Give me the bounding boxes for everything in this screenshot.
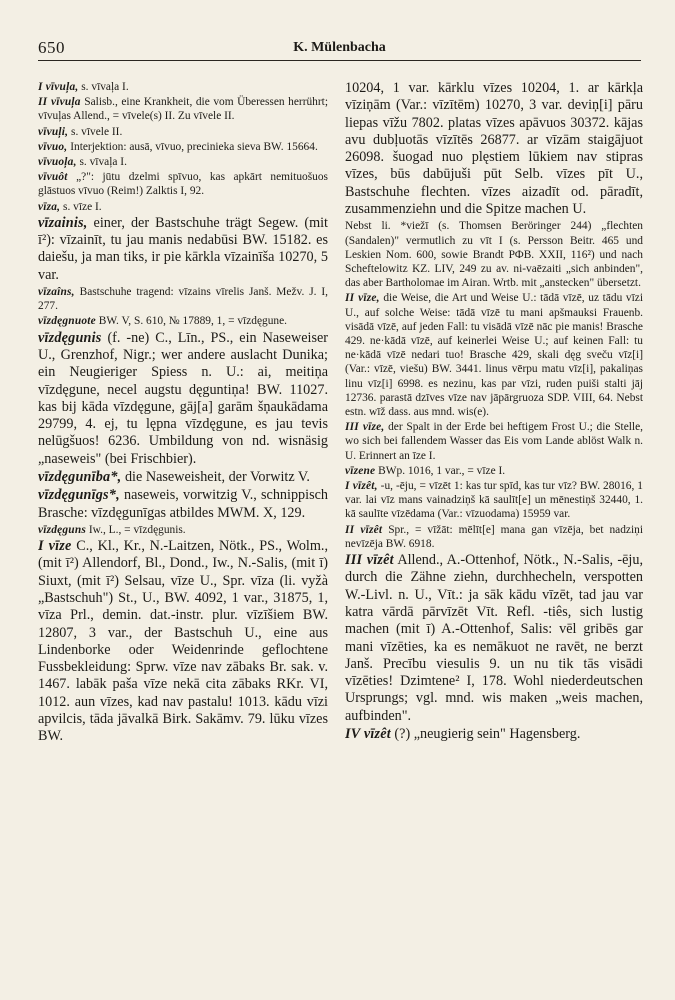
entry-text: Spr., = vīžāt: mēlīt[e] mana gan vīzēja, bet nadziņi nevīzēja BW. 6918. <box>345 523 643 550</box>
entry-text: Nebst li. *viežī (s. Thomsen Beröringer 244) „flechten (Sandalen)" vermutlich zu vīt I (s. Persson Beitr. 465 und Leskien Nom. 600, sowie Brandt РФВ. XXII, 116²) und nach Scheftelowitz KZ. LIV, 249 zu av. ni-vaēzaiti „sich anbinden", das aber Bartholomae im Airan. Wrtb. mit „anstecken" übersetzt. <box>345 220 643 290</box>
entry-text: (?) „neugierig sein" Hagensberg. <box>390 726 581 743</box>
dictionary-entry <box>38 80 328 94</box>
entry-text: die Weise, die Art und Weise U.: tādā vīzē, uz tādu vīzi U., auf solche Weise: tādā vīzē tu mani apšmauksi Frauenb. visādā vīzē, auf jeden Fall: tu visādā vīzē nāc pie manis! Brasche 429. ne·kādā vīzē, auf keinerlei Weise U.; auf keinen Fall: tu ne·kādā vīzē nedari tuo! Brasche 429, skali dęg sveču vīz[i] (Var.: vīzē, viešu) BW. 3441. linus vērpu matu vīz[i], pakaliņas linu vīz[i] 6998. es nezinu, kas par vīzi, ruden puiši stalti jāj 12736. parastā dzīves vīze nav jāpārgruoza SDP. VIII, 64. Nebst estn. wīž dass. aus mnd. wis(e). <box>345 292 643 419</box>
entry-text: „?": jūtu dzelmi spīvuo, kas apkārt nemituošuos glāstuos vīvuo (Reim!) Zalktis I, 92. <box>38 171 328 198</box>
entry-headword: vīzdęgnuote <box>38 315 96 328</box>
right-column <box>345 80 643 960</box>
entry-text: (f. -ne) C., Līn., PS., ein Naseweiser U., Grenzhof, Nigr.; wer andere auslacht Dunika; ein Neugieriger Spiess n. U.: ai, meitiņa vīzdęgune, necel augstu dęguntiņa! BW. 11027. kas bij kāda vīzdęgune, gāj[a] garām šņaukādama 29799, 4. ej, tu lępna vīzdęgune, es jau tevis nelūgšuos! 6236. Umbildung von nd. wisnäsig „naseweis" (bei Frischbier). <box>38 329 328 467</box>
entry-text: -u, -ēju, = vīzēt 1: kas tur spīd, kas tur vīz? BW. 28016, 1 var. lai vīz mans vainadziņš kā saulīt[e] un mēnestiņš 32440, 1. kā saulīte vīzēdama (Var.: vīzuodama) 15959 var. <box>345 480 643 521</box>
entry-headword: I vīze <box>38 538 72 555</box>
dictionary-entry <box>38 523 328 537</box>
dictionary-entry <box>345 464 643 478</box>
entry-text: 10204, 1 var. kārklu vīzes 10204, 1. ar kārkļa vīziņām (Var.: vīzītēm) 10270, 3 var. deviņ[i] pāru liepas vīžu 7802. platas vīzes apāvuos 30372. kājas avu dubļuotās vīzītēs 26877. ar vīzām staigājuot 26098. šuogad nuo plęstiem lūkiem nav stipras vīzes, būs dabūjuši pūt Selb. vīzes pīt U., Bastschuhe flechten. vīzes aizadīt od. pāradīt, zusammenziehn und die Spitze machen U. <box>345 80 643 218</box>
entry-headword: IV vīzêt <box>345 726 391 743</box>
dictionary-entry <box>38 314 328 328</box>
entry-text: s. vīvaļa I. <box>76 156 127 169</box>
dictionary-entry <box>38 330 328 468</box>
dictionary-entry <box>38 170 328 198</box>
dictionary-entry <box>345 420 643 463</box>
entry-text: s. vīze I. <box>60 200 102 213</box>
entry-headword: vīzene <box>345 464 376 477</box>
dictionary-entry <box>345 479 643 522</box>
entry-headword: II vīze, <box>345 292 380 305</box>
entry-headword: vīvuôt <box>38 171 68 184</box>
dictionary-entry <box>345 726 643 743</box>
entry-text: die Naseweisheit, der Vorwitz V. <box>121 469 310 485</box>
entry-text: Iw., L., = vīzdęgunis. <box>86 523 186 536</box>
dictionary-entry <box>38 95 328 123</box>
entry-headword: vīzdęgunīgs*, <box>38 487 120 504</box>
entry-text: s. vīvaļa I. <box>78 81 129 93</box>
dictionary-entry <box>38 215 328 284</box>
entry-headword: vīvuo, <box>38 140 68 153</box>
entry-headword: vīzdęguns <box>38 523 87 536</box>
dictionary-entry <box>345 80 643 218</box>
dictionary-entry <box>38 155 328 169</box>
entry-text: der Spalt in der Erde bei heftigem Frost U.; die Stelle, wo sich bei fallendem Wasser das Eis vom Lande ablöst Walk n. U. Erinnert an īze I. <box>345 421 643 462</box>
dictionary-entry <box>38 469 328 486</box>
entry-text: Salisb., eine Krankheit, die vom Überessen herrührt; vīvuļas Allend., = vīvele(s) II. Zu vīvele II. <box>38 96 328 123</box>
entry-text: BWp. 1016, 1 var., = vīze I. <box>375 464 506 477</box>
entry-text: C., Kl., Kr., N.-Laitzen, Nötk., PS., Wolm., (mit ī²) Allendorf, Bl., Dond., Iw., N.-Salis, (mit ī) Siuxt, (mit ī²) Selsau, vīze U., Spr. vīza (li. vyžà „Bastschuh") St., U., BW. 4092, 1 var., 31875, 1, vīza Prl., demin. dat.-instr. plur. vīzīšiem BW. 12807, 3 var., der Bastschuh U., eine aus Lindenborke oder Weidenrinde geflochtene Fussbekleidung: Sprw. vīze nav zābaks Br. sak. v. 1467. labāk paša vīze nekā cita zābaks RKr. VI, 1012. aun vīzes, kad nav pastalu! 1013. kādu vīzi apvilcis, tāda jāvalkā Birk. Sakāmv. 79. lūku vīzes BW. <box>38 538 328 745</box>
entry-headword: II vīzêt <box>345 523 383 536</box>
entry-headword: vīza, <box>38 200 61 213</box>
dictionary-entry <box>345 291 643 419</box>
entry-text: Allend., A.-Ottenhof, Nötk., N.-Salis, -ēju, durch die Zähne ziehn, durchhecheln, verspotten W.-Livl. n. U., Vīt.: ja sāk kādu vīzēt, tad jau var katra vārdā pārvīzēt Vīt. Refl. -tiês, sich lustig machen (mit ī) A.-Ottenhof, Salis: vēl gribēs gar mani vīzēties, ka es nemākuot ne ravēt, ne berzt Janš. Precību viesulis 9. un nu tik tās visādi vīzēties! Dzimtene² I, 178. Wohl niederdeutschen Ursprungs; vgl. mnd. wis maken „weis machen, aufbinden". <box>345 552 643 724</box>
entry-headword: I vīzêt, <box>345 480 378 493</box>
dictionary-entry <box>38 538 328 746</box>
entry-headword: vīzainis, <box>38 214 88 231</box>
entry-headword: vīzaîns, <box>38 286 75 299</box>
entry-headword: vīzdęgunība*, <box>38 469 122 485</box>
entry-text: einer, der Bastschuhe trägt Segew. (mit ī²): vīzainīt, tu jau manis nedabūsi BW. 15182. es daiešu, ja man tiks, ir pie kārkla vīzainīša 10270, 5 var. <box>38 214 328 283</box>
entry-headword: III vīze, <box>345 421 385 434</box>
page-number: 650 <box>38 38 65 57</box>
entry-text: s. vīvele II. <box>68 125 123 138</box>
entry-text: BW. V, S. 610, № 17889, 1, = vīzdęgune. <box>95 315 287 328</box>
page-header <box>38 38 641 61</box>
entry-headword: vīvuļi, <box>38 125 69 138</box>
entry-headword: II vīvuļa <box>38 96 81 109</box>
running-title: K. Mülenbacha <box>293 40 386 55</box>
dictionary-entry <box>38 200 328 214</box>
entry-text: Interjektion: ausā, vīvuo, precinieka sieva BW. 15664. <box>67 140 318 153</box>
entry-headword: I vīvuļa, <box>38 81 79 93</box>
dictionary-entry <box>38 140 328 154</box>
left-column <box>38 80 328 960</box>
dictionary-entry <box>345 219 643 290</box>
dictionary-entry <box>38 285 328 313</box>
entry-text: Bastschuhe tragend: vīzains vīrelis Janš. Mežv. J. I, 277. <box>38 286 328 313</box>
dictionary-entry <box>38 487 328 522</box>
entry-text: naseweis, vorwitzig V., schnippisch Brasche: vīzdęgunīgas atbildes MWM. X, 129. <box>38 487 328 521</box>
dictionary-entry <box>38 125 328 139</box>
entry-headword: vīvuoļa, <box>38 156 77 169</box>
entry-headword: vīzdęgunis <box>38 329 102 346</box>
dictionary-entry <box>345 523 643 551</box>
dictionary-entry <box>345 552 643 725</box>
entry-headword: III vīzêt <box>345 552 394 569</box>
